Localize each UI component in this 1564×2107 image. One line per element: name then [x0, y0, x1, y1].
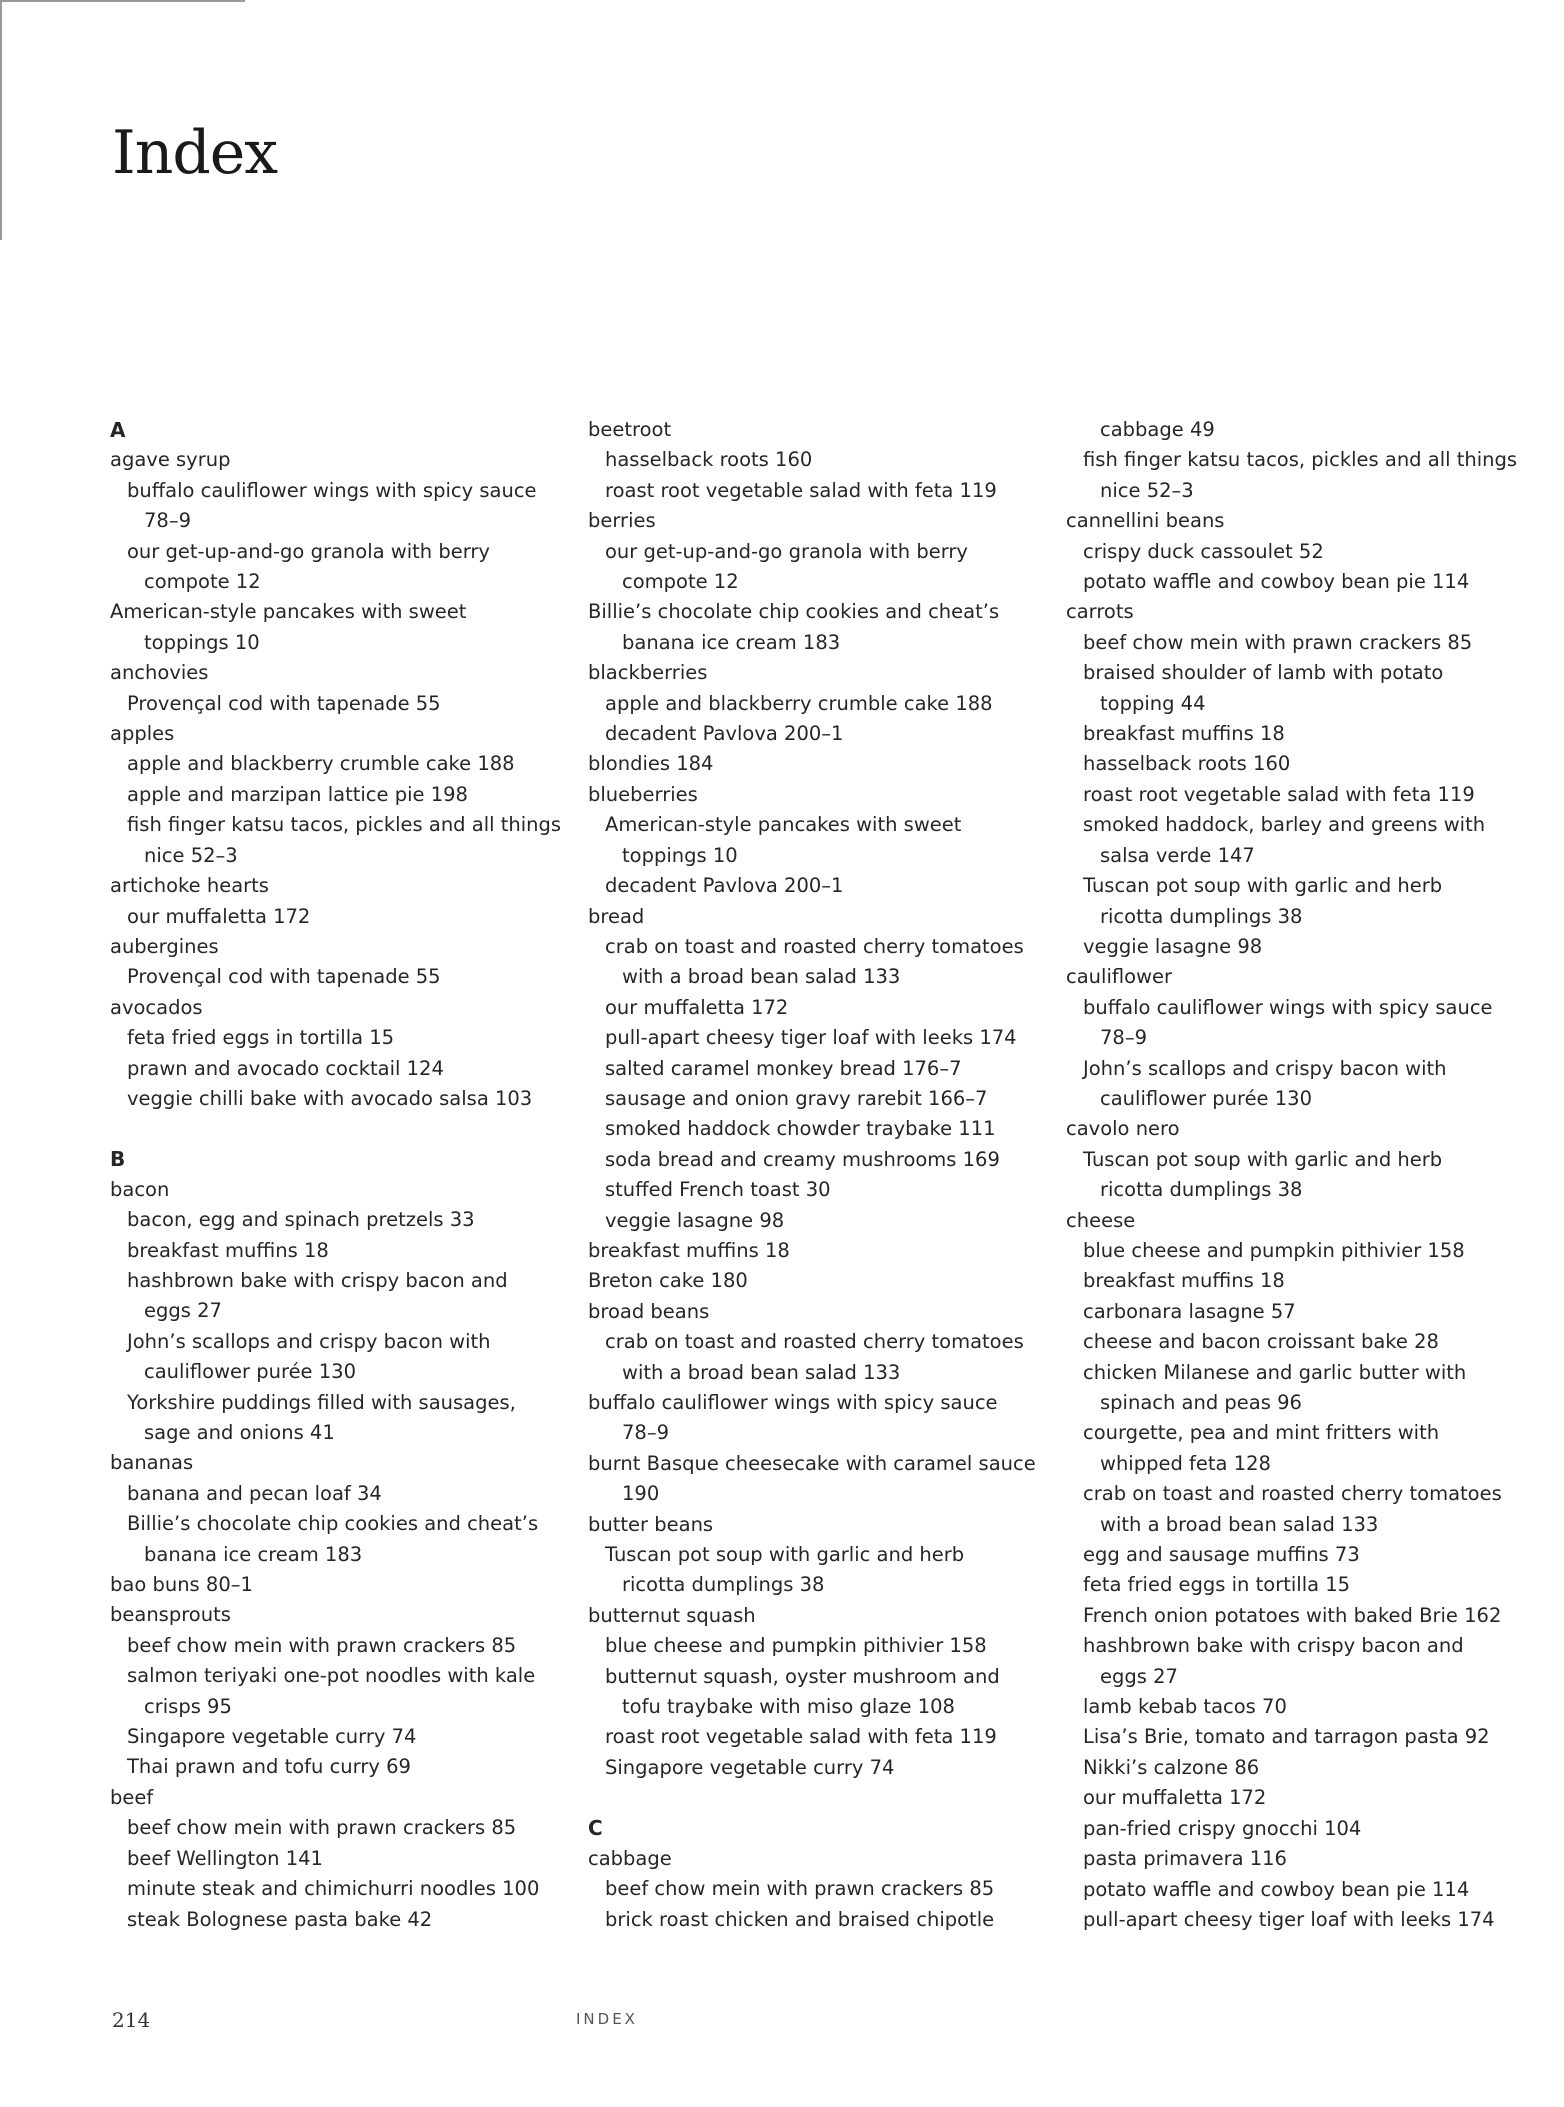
index-entry-continuation: cabbage 49 [1100, 418, 1215, 441]
index-subentry: veggie lasagne 98 [1083, 934, 1263, 958]
index-heading: cabbage [588, 1846, 672, 1870]
index-entry-continuation: topping 44 [1100, 691, 1206, 715]
index-entry-continuation: with a broad bean salad 133 [1100, 1512, 1379, 1536]
index-entry-continuation: crisps 95 [144, 1694, 232, 1718]
index-entry-continuation: ricotta dumplings 38 [1100, 904, 1303, 928]
index-heading: butter beans [588, 1512, 714, 1536]
index-subentry: crab on toast and roasted cherry tomatoes [1083, 1482, 1502, 1506]
index-subentry: smoked haddock, barley and greens with [1083, 813, 1486, 837]
index-entry-continuation: ricotta dumplings 38 [622, 1573, 825, 1597]
index-subentry: Billie’s chocolate chip cookies and cheat’s [127, 1512, 539, 1536]
index-column-3 [1066, 415, 1518, 1935]
index-heading: blueberries [588, 782, 698, 806]
index-subentry: Provençal cod with tapenade 55 [127, 691, 441, 715]
index-subentry: potato waffle and cowboy bean pie 114 [1083, 1877, 1470, 1901]
page-title: Index [112, 118, 278, 188]
index-entry-continuation: whipped feta 128 [1100, 1451, 1271, 1475]
index-subentry: Thai prawn and tofu curry 69 [127, 1755, 411, 1779]
index-subentry: apple and marzipan lattice pie 198 [127, 782, 468, 806]
index-subentry: beef Wellington 141 [127, 1846, 323, 1870]
index-subentry: blue cheese and pumpkin pithivier 158 [1083, 1238, 1465, 1262]
index-subentry: our get-up-and-go granola with berry [605, 539, 968, 563]
index-entry-continuation: banana ice cream 183 [622, 630, 841, 654]
index-subentry: salted caramel monkey bread 176–7 [605, 1056, 962, 1080]
index-subentry: apple and blackberry crumble cake 188 [605, 691, 993, 715]
index-subentry: roast root vegetable salad with feta 119 [605, 478, 997, 502]
index-subentry: hashbrown bake with crispy bacon and [1083, 1634, 1464, 1658]
index-subentry: brick roast chicken and braised chipotle [605, 1907, 995, 1931]
index-heading: carrots [1066, 600, 1134, 624]
index-entry-continuation: cauliflower purée 130 [1100, 1086, 1312, 1110]
index-heading: beef [110, 1785, 154, 1809]
index-subentry: roast root vegetable salad with feta 119 [1083, 782, 1475, 806]
index-subentry: cheese and bacon croissant bake 28 [1083, 1330, 1439, 1354]
index-subentry: pan-fried crispy gnocchi 104 [1083, 1816, 1362, 1840]
index-subentry: feta fried eggs in tortilla 15 [1083, 1573, 1351, 1597]
index-heading: Billie’s chocolate chip cookies and cheat’s [588, 600, 1000, 624]
index-subentry: beef chow mein with prawn crackers 85 [127, 1816, 517, 1840]
index-entry-continuation: tofu traybake with miso glaze 108 [622, 1695, 955, 1719]
index-entry-continuation: nice 52–3 [1100, 478, 1194, 502]
index-subentry: blue cheese and pumpkin pithivier 158 [605, 1634, 987, 1658]
index-subentry: carbonara lasagne 57 [1083, 1299, 1296, 1323]
index-heading: agave syrup [110, 448, 231, 472]
index-subentry: Tuscan pot soup with garlic and herb [605, 1543, 965, 1567]
index-entry-continuation: toppings 10 [144, 630, 260, 654]
index-heading: cannellini beans [1066, 509, 1225, 533]
index-entry-continuation: cauliflower purée 130 [144, 1360, 356, 1384]
index-entry-continuation: compote 12 [144, 570, 261, 594]
index-subentry: fish finger katsu tacos, pickles and all things [1083, 448, 1518, 472]
index-heading: breakfast muffins 18 [588, 1238, 790, 1262]
index-column-1 [110, 415, 562, 1935]
index-heading: blondies 184 [588, 752, 714, 776]
index-entry-continuation: banana ice cream 183 [144, 1542, 363, 1566]
index-subentry: hasselback roots 160 [1083, 752, 1291, 776]
index-subentry: bacon, egg and spinach pretzels 33 [127, 1208, 475, 1232]
index-subentry: pasta primavera 116 [1083, 1847, 1287, 1871]
index-subentry: feta fried eggs in tortilla 15 [127, 1026, 395, 1050]
index-entry-continuation: ricotta dumplings 38 [1100, 1178, 1303, 1202]
index-entry-continuation: compote 12 [622, 570, 739, 594]
index-subentry: stuffed French toast 30 [605, 1178, 831, 1202]
index-subentry: butternut squash, oyster mushroom and [605, 1664, 1000, 1688]
index-subentry: apple and blackberry crumble cake 188 [127, 752, 515, 776]
index-subentry: sausage and onion gravy rarebit 166–7 [605, 1086, 988, 1110]
index-heading: buffalo cauliflower wings with spicy sauce [588, 1391, 998, 1414]
index-subentry: pull-apart cheesy tiger loaf with leeks 174 [605, 1026, 1017, 1050]
index-subentry: prawn and avocado cocktail 124 [127, 1056, 444, 1080]
index-subentry: soda bread and creamy mushrooms 169 [605, 1147, 1000, 1171]
index-subentry: roast root vegetable salad with feta 119 [605, 1725, 997, 1749]
index-entry-continuation: with a broad bean salad 133 [622, 965, 901, 989]
index-subentry: beef chow mein with prawn crackers 85 [605, 1877, 995, 1901]
index-subentry: buffalo cauliflower wings with spicy sauce [1083, 995, 1493, 1019]
index-entry-continuation: eggs 27 [1100, 1664, 1178, 1688]
index-subentry: fish finger katsu tacos, pickles and all things [127, 813, 562, 837]
index-subentry: courgette, pea and mint fritters with [1083, 1421, 1440, 1445]
index-subentry: French onion potatoes with baked Brie 162 [1083, 1603, 1502, 1627]
section-gap [588, 1783, 1028, 1813]
index-subentry: steak Bolognese pasta bake 42 [127, 1907, 433, 1931]
index-heading: anchovies [110, 661, 209, 685]
index-heading: beetroot [588, 418, 672, 441]
index-heading: aubergines [110, 934, 219, 958]
index-subentry: crab on toast and roasted cherry tomatoes [605, 1330, 1024, 1354]
index-entry-continuation: spinach and peas 96 [1100, 1391, 1302, 1414]
index-heading: artichoke hearts [110, 874, 269, 898]
index-subentry: lamb kebab tacos 70 [1083, 1695, 1287, 1719]
index-subentry: breakfast muffins 18 [1083, 1269, 1285, 1293]
index-subentry: smoked haddock chowder traybake 111 [605, 1117, 996, 1141]
index-entry-continuation: sage and onions 41 [144, 1421, 335, 1444]
index-heading: cavolo nero [1066, 1117, 1180, 1141]
index-subentry: potato waffle and cowboy bean pie 114 [1083, 570, 1470, 594]
index-heading: avocados [110, 995, 203, 1019]
index-subentry: hasselback roots 160 [605, 448, 813, 472]
index-entry-continuation: with a broad bean salad 133 [622, 1360, 901, 1384]
index-subentry: our get-up-and-go granola with berry [127, 539, 490, 563]
index-subentry: hashbrown bake with crispy bacon and [127, 1268, 508, 1292]
index-subentry: breakfast muffins 18 [127, 1238, 329, 1262]
index-subentry: minute steak and chimichurri noodles 100 [127, 1877, 540, 1901]
index-heading: beansprouts [110, 1603, 231, 1627]
index-subentry: Nikki’s calzone 86 [1083, 1755, 1260, 1779]
section-letter: C [588, 1816, 603, 1841]
index-subentry: beef chow mein with prawn crackers 85 [127, 1633, 517, 1657]
index-entry-continuation: salsa verde 147 [1100, 843, 1255, 867]
index-subentry: decadent Pavlova 200–1 [605, 874, 844, 898]
index-subentry: veggie chilli bake with avocado salsa 103 [127, 1086, 533, 1110]
index-heading: bacon [110, 1177, 170, 1201]
index-subentry: salmon teriyaki one-pot noodles with kale [127, 1664, 536, 1688]
section-gap [110, 1114, 550, 1144]
index-subentry: Tuscan pot soup with garlic and herb [1083, 1147, 1443, 1171]
index-subentry: Lisa’s Brie, tomato and tarragon pasta 92 [1083, 1725, 1490, 1749]
index-subentry: American-style pancakes with sweet [605, 813, 962, 837]
index-subentry: crispy duck cassoulet 52 [1083, 539, 1324, 563]
index-subentry: our muffaletta 172 [1083, 1786, 1267, 1810]
index-heading: berries [588, 509, 656, 533]
index-subentry: John’s scallops and crispy bacon with [1083, 1056, 1447, 1080]
index-entry-continuation: 78–9 [1100, 1026, 1147, 1050]
index-subentry: Yorkshire puddings filled with sausages, [127, 1390, 516, 1414]
section-letter: A [110, 418, 126, 442]
section-letter: B [110, 1147, 126, 1172]
index-subentry: breakfast muffins 18 [1083, 722, 1285, 746]
index-subentry: Provençal cod with tapenade 55 [127, 965, 441, 989]
index-subentry: braised shoulder of lamb with potato [1083, 661, 1444, 685]
index-entry-continuation: 190 [622, 1482, 660, 1506]
index-heading: bread [588, 904, 645, 928]
page-number: 214 [112, 2008, 151, 2032]
index-entry-continuation: 78–9 [622, 1421, 669, 1445]
index-entry-continuation: eggs 27 [144, 1299, 222, 1323]
index-subentry: veggie lasagne 98 [605, 1208, 785, 1232]
index-subentry: our muffaletta 172 [127, 904, 311, 928]
index-heading: blackberries [588, 661, 708, 685]
index-heading: cauliflower [1066, 965, 1173, 989]
index-subentry: our muffaletta 172 [605, 995, 789, 1019]
index-heading: cheese [1066, 1208, 1136, 1232]
index-heading: apples [110, 722, 175, 746]
index-entry-continuation: toppings 10 [622, 843, 738, 867]
page-edge-left [0, 0, 2, 240]
index-subentry: John’s scallops and crispy bacon with [127, 1329, 491, 1353]
index-subentry: chicken Milanese and garlic butter with [1083, 1360, 1467, 1384]
index-column-2 [588, 415, 1036, 1935]
index-heading: bao buns 80–1 [110, 1573, 253, 1597]
index-subentry: decadent Pavlova 200–1 [605, 722, 844, 746]
index-heading: Breton cake 180 [588, 1269, 748, 1293]
index-subentry: crab on toast and roasted cherry tomatoes [605, 934, 1024, 958]
index-subentry: egg and sausage muffins 73 [1083, 1543, 1360, 1567]
index-subentry: buffalo cauliflower wings with spicy sauce [127, 478, 537, 502]
index-subentry: Tuscan pot soup with garlic and herb [1083, 874, 1443, 898]
index-subentry: Singapore vegetable curry 74 [605, 1755, 895, 1779]
index-subentry: Singapore vegetable curry 74 [127, 1725, 417, 1749]
running-footer: INDEX [576, 2010, 638, 2028]
index-heading: bananas [110, 1451, 194, 1475]
index-heading: butternut squash [588, 1603, 756, 1627]
index-entry-continuation: nice 52–3 [144, 843, 238, 867]
index-subentry: banana and pecan loaf 34 [127, 1481, 382, 1505]
index-subentry: pull-apart cheesy tiger loaf with leeks 174 [1083, 1907, 1495, 1931]
index-heading: broad beans [588, 1299, 710, 1323]
index-subentry: beef chow mein with prawn crackers 85 [1083, 630, 1473, 654]
page-edge-top [0, 0, 245, 2]
index-entry-continuation: 78–9 [144, 509, 191, 533]
index-heading: burnt Basque cheesecake with caramel sauce [588, 1451, 1036, 1475]
index-heading: American-style pancakes with sweet [110, 600, 467, 624]
